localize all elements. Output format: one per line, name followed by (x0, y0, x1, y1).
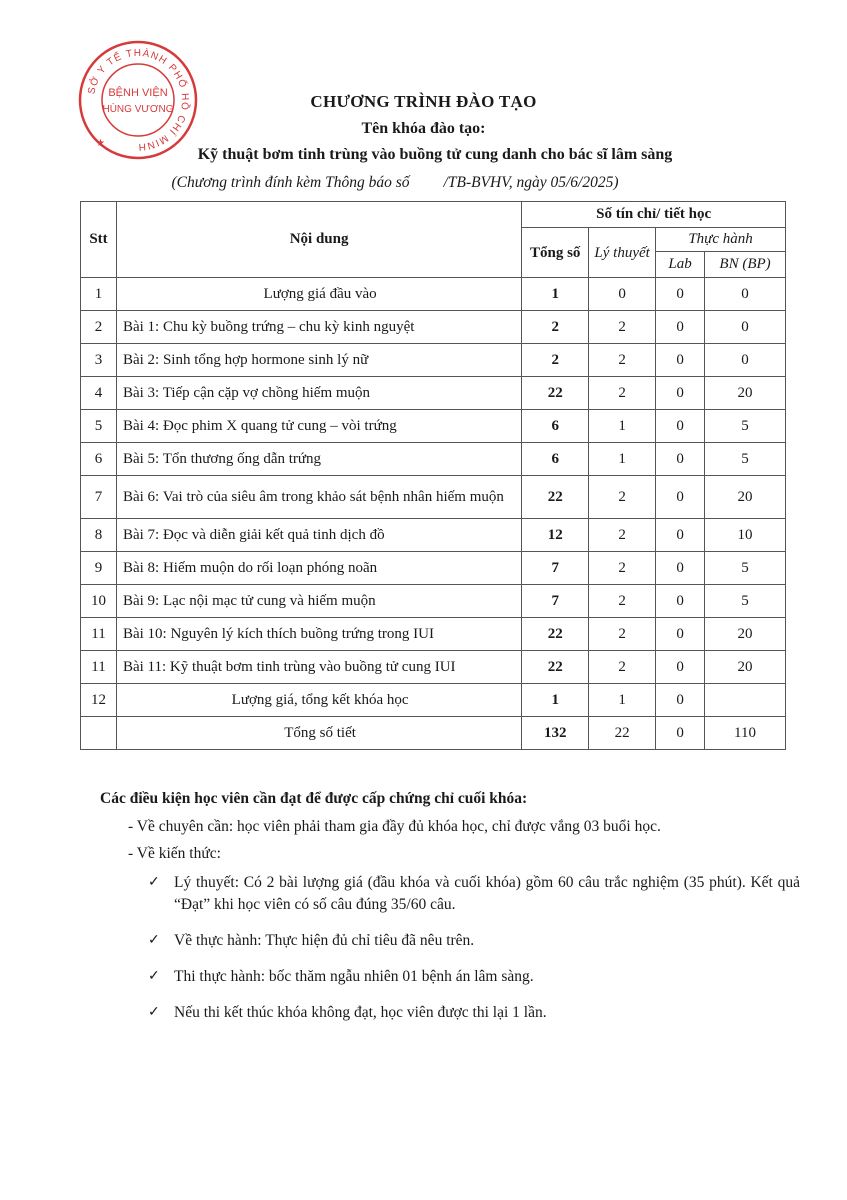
cell-lab: 0 (656, 651, 705, 684)
cell-theory: 2 (589, 618, 656, 651)
cell-content: Lượng giá, tổng kết khóa học (116, 684, 521, 717)
cell-stt: 12 (81, 684, 117, 717)
seal-star-icon: ★ (96, 138, 105, 149)
cell-content: Bài 6: Vai trò của siêu âm trong khảo sát bệnh nhân hiếm muộn (116, 476, 521, 519)
cell-total: 22 (522, 651, 589, 684)
cell-lab: 0 (656, 585, 705, 618)
cell-content: Bài 2: Sinh tổng hợp hormone sinh lý nữ (116, 344, 521, 377)
cell-theory: 2 (589, 344, 656, 377)
cell-theory: 0 (589, 278, 656, 311)
cell-bn: 20 (705, 476, 786, 519)
cell-lab: 0 (656, 278, 705, 311)
cell-stt-empty (81, 717, 117, 750)
table-row (81, 344, 786, 377)
header-stt: Stt (81, 202, 117, 278)
cell-content: Bài 9: Lạc nội mạc tử cung và hiếm muộn (116, 585, 521, 618)
cell-content: Bài 1: Chu kỳ buồng trứng – chu kỳ kinh nguyệt (116, 311, 521, 344)
list-item (148, 1002, 800, 1024)
cell-stt: 3 (81, 344, 117, 377)
cell-content: Bài 10: Nguyên lý kích thích buồng trứng trong IUI (116, 618, 521, 651)
table-row (81, 684, 786, 717)
condition-text: Về thực hành: Thực hiện đủ chỉ tiêu đã nêu trên. (174, 932, 475, 949)
cell-theory: 2 (589, 476, 656, 519)
header-credits-group: Số tín chỉ/ tiết học (522, 202, 786, 228)
cell-bn (705, 684, 786, 717)
cell-bn: 20 (705, 618, 786, 651)
cell-content: Lượng giá đầu vào (116, 278, 521, 311)
cell-theory: 1 (589, 443, 656, 476)
cell-bn: 0 (705, 311, 786, 344)
cell-stt: 10 (81, 585, 117, 618)
cell-stt: 11 (81, 618, 117, 651)
cell-total: 6 (522, 443, 589, 476)
table-row (81, 311, 786, 344)
cell-lab: 0 (656, 618, 705, 651)
table-body (81, 278, 786, 750)
cell-stt: 5 (81, 410, 117, 443)
completion-conditions (100, 790, 800, 1038)
cell-theory: 2 (589, 651, 656, 684)
table-header (81, 202, 786, 278)
cell-lab: 0 (656, 476, 705, 519)
cell-content: Bài 3: Tiếp cận cặp vợ chồng hiếm muộn (116, 377, 521, 410)
cell-bn: 5 (705, 443, 786, 476)
course-name: Kỹ thuật bơm tinh trùng vào buồng tử cung danh cho bác sĩ lâm sàng (197, 146, 673, 163)
header-total: Tổng số (522, 228, 589, 278)
cell-total: 22 (522, 377, 589, 410)
checkmark-icon: ✓ (148, 969, 160, 984)
page-title: CHƯƠNG TRÌNH ĐÀO TẠO (310, 92, 537, 111)
checkmark-icon: ✓ (148, 933, 160, 948)
cell-total: 2 (522, 311, 589, 344)
cell-theory: 2 (589, 311, 656, 344)
cell-stt: 11 (81, 651, 117, 684)
cell-theory: 2 (589, 585, 656, 618)
table-row (81, 410, 786, 443)
cell-content: Bài 5: Tổn thương ống dẫn trứng (116, 443, 521, 476)
cell-total: 6 (522, 410, 589, 443)
cell-theory: 1 (589, 410, 656, 443)
table-row (81, 618, 786, 651)
seal-center-line1: BỆNH VIỆN (108, 87, 168, 99)
cell-lab: 0 (656, 377, 705, 410)
table-row (81, 443, 786, 476)
cell-stt: 8 (81, 519, 117, 552)
total-label: Tổng số tiết (116, 717, 521, 750)
cell-stt: 1 (81, 278, 117, 311)
cell-content: Bài 8: Hiếm muộn do rối loạn phóng noãn (116, 552, 521, 585)
header-practice-group: Thực hành (656, 228, 786, 252)
table-row (81, 377, 786, 410)
cell-lab: 0 (656, 344, 705, 377)
cell-lab: 0 (656, 311, 705, 344)
header-bn: BN (BP) (705, 252, 786, 278)
cell-stt: 9 (81, 552, 117, 585)
course-label: Tên khóa đào tạo: (361, 120, 486, 137)
cell-bn: 5 (705, 552, 786, 585)
checkmark-icon: ✓ (148, 1005, 160, 1020)
cell-bn: 10 (705, 519, 786, 552)
seal-ring-text: SỞ Y TẾ THÀNH PHỐ HỒ CHÍ MINH (86, 47, 191, 153)
cell-total: 7 (522, 552, 589, 585)
header-theory: Lý thuyết (589, 228, 656, 278)
cell-lab: 0 (656, 684, 705, 717)
cell-stt: 2 (81, 311, 117, 344)
list-item (148, 930, 800, 952)
cell-theory: 2 (589, 377, 656, 410)
reference-part2: /TB-BVHV, ngày 05/6/2025) (443, 174, 619, 191)
attendance-condition: - Về chuyên cần: học viên phải tham gia đầy đủ khóa học, chỉ được vắng 03 buổi học. (128, 818, 661, 835)
cell-total: 12 (522, 519, 589, 552)
cell-bn: 20 (705, 651, 786, 684)
table-row (81, 278, 786, 311)
cell-total: 22 (522, 618, 589, 651)
cell-bn: 0 (705, 278, 786, 311)
header-content: Nội dung (116, 202, 521, 278)
cell-theory: 2 (589, 552, 656, 585)
cell-total: 22 (522, 476, 589, 519)
cell-total: 1 (522, 684, 589, 717)
cell-total: 1 (522, 278, 589, 311)
seal-center-line2: HÙNG VƯƠNG (102, 104, 174, 115)
list-item (148, 966, 800, 988)
total-sum: 132 (522, 717, 589, 750)
cell-total: 7 (522, 585, 589, 618)
cell-stt: 7 (81, 476, 117, 519)
header-lab: Lab (656, 252, 705, 278)
cell-stt: 6 (81, 443, 117, 476)
cell-bn: 20 (705, 377, 786, 410)
cell-lab: 0 (656, 443, 705, 476)
cell-content: Bài 11: Kỹ thuật bơm tinh trùng vào buồng tử cung IUI (116, 651, 521, 684)
total-lab: 0 (656, 717, 705, 750)
program-table (80, 201, 786, 750)
condition-text: Thi thực hành: bốc thăm ngẫu nhiên 01 bệnh án lâm sàng. (174, 968, 534, 985)
table-row (81, 651, 786, 684)
condition-text: Lý thuyết: Có 2 bài lượng giá (đầu khóa và cuối khóa) gồm 60 câu trắc nghiệm (35 phút). Kết quả “Đạt” khi học viên có số câu đúng 35/60 câu. (174, 874, 800, 913)
table-row (81, 476, 786, 519)
table-total-row (81, 717, 786, 750)
cell-total: 2 (522, 344, 589, 377)
checkmark-icon: ✓ (148, 875, 160, 890)
cell-bn: 5 (705, 410, 786, 443)
cell-bn: 5 (705, 585, 786, 618)
total-bn: 110 (705, 717, 786, 750)
reference-part1: (Chương trình đính kèm Thông báo số (171, 174, 410, 191)
cell-lab: 0 (656, 519, 705, 552)
condition-text: Nếu thi kết thúc khóa không đạt, học viên được thi lại 1 lần. (174, 1004, 547, 1021)
document-reference (0, 174, 790, 192)
list-item (148, 872, 800, 916)
cell-theory: 1 (589, 684, 656, 717)
cell-content: Bài 7: Đọc và diễn giải kết quả tinh dịch đồ (116, 519, 521, 552)
total-theory: 22 (589, 717, 656, 750)
cell-content: Bài 4: Đọc phim X quang tử cung – vòi trứng (116, 410, 521, 443)
cell-lab: 0 (656, 552, 705, 585)
table-row (81, 585, 786, 618)
knowledge-label: - Về kiến thức: (128, 845, 221, 862)
knowledge-conditions-list (148, 872, 800, 1024)
table-row (81, 519, 786, 552)
cell-lab: 0 (656, 410, 705, 443)
conditions-heading: Các điều kiện học viên cần đạt để được cấp chứng chỉ cuối khóa: (100, 790, 528, 807)
cell-bn: 0 (705, 344, 786, 377)
table-row (81, 552, 786, 585)
cell-stt: 4 (81, 377, 117, 410)
cell-theory: 2 (589, 519, 656, 552)
